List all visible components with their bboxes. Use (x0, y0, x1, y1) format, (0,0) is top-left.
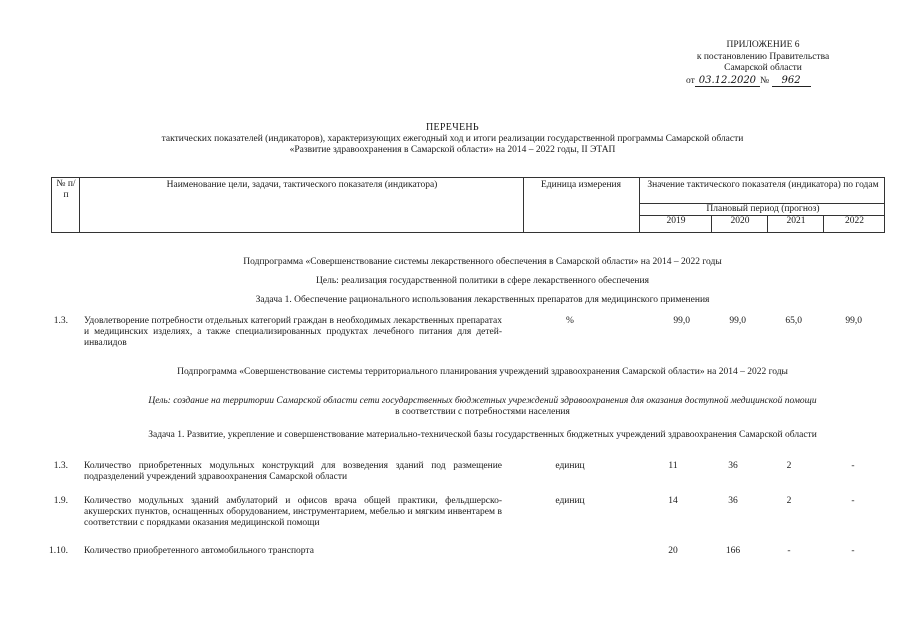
header-divider (79, 178, 80, 232)
table-row (0, 496, 905, 532)
row-value-2021: 2 (786, 461, 792, 471)
document-heading: ПЕРЕЧЕНЬ (426, 122, 479, 133)
row-number: 1.10. (49, 546, 68, 556)
row-unit: единиц (555, 461, 585, 471)
row-value-2020: 166 (725, 546, 741, 556)
header-divider (639, 178, 640, 232)
number-prefix: № (760, 75, 770, 86)
row-value-2022: - (851, 496, 855, 506)
appendix-line-3: Самарской области (724, 63, 802, 73)
appendix-title: ПРИЛОЖЕНИЕ 6 (726, 40, 800, 50)
handwritten-date: 03.12.2020 (695, 75, 760, 87)
header-col-unit: Единица измерения (541, 180, 621, 190)
appendix-block (678, 40, 848, 87)
row-value-2020: 99,0 (729, 316, 746, 326)
row-value-2019: 11 (668, 461, 678, 471)
date-prefix: от (686, 75, 695, 86)
row-value-2021: 2 (786, 496, 792, 506)
header-divider (523, 178, 524, 232)
header-col-value: Значение тактического показателя (индикатора) по годам (647, 180, 879, 190)
row-value-2020: 36 (728, 461, 738, 471)
task-1: Задача 1. Обеспечение рационального использования лекарственных препаратов для медицинского применения (255, 295, 710, 305)
appendix-line-2: к постановлению Правительства (696, 51, 830, 62)
header-col-number: № п/п (56, 179, 76, 200)
header-year-2022: 2022 (845, 216, 864, 226)
table-row (0, 546, 905, 560)
handwritten-number: 962 (772, 75, 811, 87)
row-name: Количество приобретенного автомобильного транспорта (84, 546, 314, 556)
subprogram-1-title: Подпрограмма «Совершенствование системы лекарственного обеспечения в Самарской области» на 2014 – 2022 годы (243, 257, 722, 267)
row-name: Количество модульных зданий амбулаторий и офисов врача общей практики, фельдшерско-акушерских пунктов, оснащенных оборудованием, инструментарием, мебелью и мягким инвентарем в соответствии с порядками оказания медицинской помощи (84, 496, 502, 528)
header-divider (711, 215, 712, 232)
header-col-name: Наименование цели, задачи, тактического показателя (индикатора) (166, 180, 438, 190)
header-year-2019: 2019 (666, 216, 686, 226)
header-year-2020: 2020 (730, 216, 750, 226)
header-divider (823, 215, 824, 232)
header-year-2021: 2021 (786, 216, 806, 226)
header-divider (767, 215, 768, 232)
row-value-2022: - (851, 461, 855, 471)
goal-2-line-1: Цель: создание на территории Самарской области сети государственных бюджетных учреждений здравоохранения для оказания доступной медицинской помощи (148, 396, 817, 406)
goal-2-line-2: в соответствии с потребностями населения (395, 407, 570, 417)
row-number: 1.9. (53, 496, 68, 506)
row-value-2019: 99,0 (673, 316, 690, 326)
document-subtitle-line-1: тактических показателей (индикаторов), характеризующих ежегодный ход и итоги реализации государственной программы Самарской области (161, 133, 744, 144)
appendix-date-line (678, 75, 848, 88)
row-number: 1.3. (53, 461, 68, 471)
header-col-period: Плановый период (прогноз) (706, 204, 820, 214)
row-unit: единиц (555, 496, 585, 506)
table-row (0, 461, 905, 485)
task-2: Задача 1. Развитие, укрепление и совершенствование материально-технической базы государственных бюджетных учреждений здравоохранения Самарской области (148, 430, 817, 440)
row-value-2020: 36 (728, 496, 738, 506)
row-value-2022: 99,0 (845, 316, 862, 326)
row-number: 1.3. (53, 316, 68, 326)
document-title-block (0, 122, 905, 157)
table-row (0, 316, 905, 352)
row-value-2022: - (851, 546, 855, 556)
row-name: Удовлетворение потребности отдельных категорий граждан в необходимых лекарственных препаратах и медицинских изделиях, а также специализированных продуктах лечебного питания для детей-инвалидов (84, 316, 502, 348)
row-unit: % (566, 316, 574, 326)
row-value-2021: 65,0 (785, 316, 802, 326)
subprogram-2-title: Подпрограмма «Совершенствование системы территориального планирования учреждений здравоохранения Самарской области» на 2014 – 2022 годы (177, 367, 788, 377)
row-name: Количество приобретенных модульных конструкций для возведения зданий под размещение подразделений учреждений здравоохранения Самарской области (84, 461, 502, 482)
table-header (51, 177, 885, 233)
row-value-2019: 20 (668, 546, 678, 556)
document-subtitle-line-2: «Развитие здравоохранения в Самарской области» на 2014 – 2022 годы, II ЭТАП (289, 145, 616, 155)
row-value-2021: - (787, 546, 791, 556)
row-value-2019: 14 (668, 496, 678, 506)
goal-1: Цель: реализация государственной политики в сфере лекарственного обеспечения (316, 276, 649, 286)
